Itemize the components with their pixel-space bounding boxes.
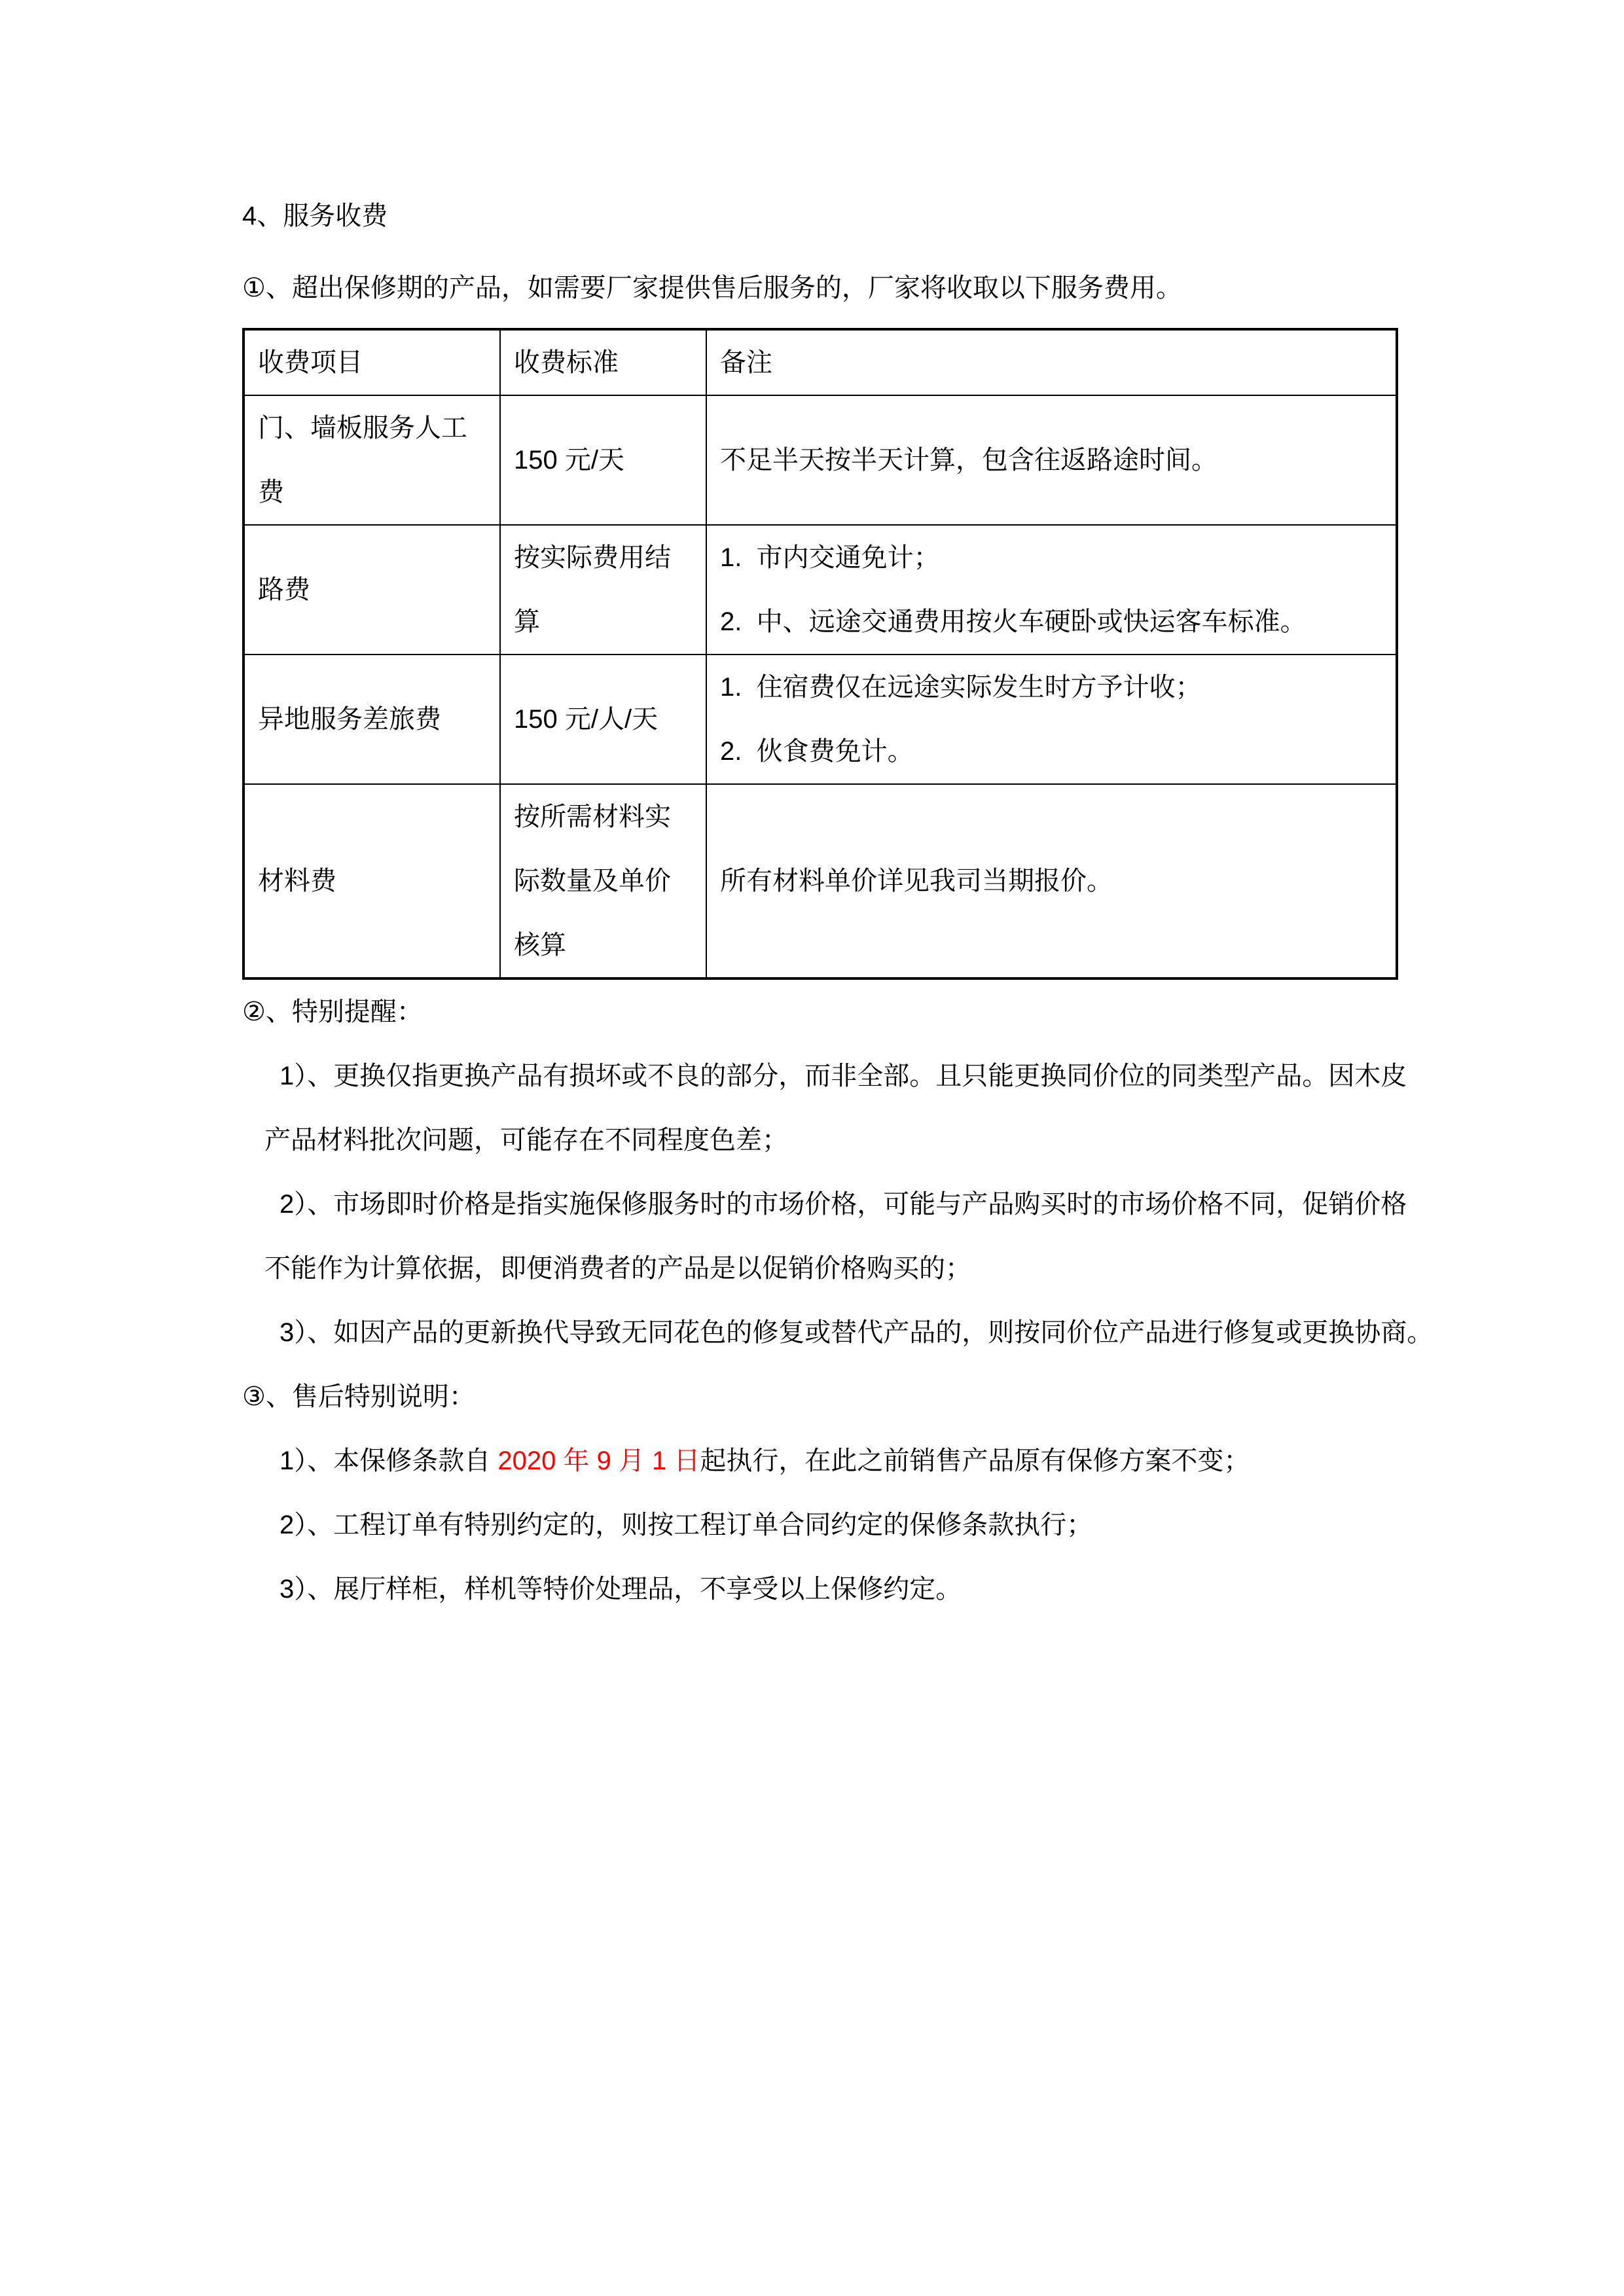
cell-remark [706,395,1397,525]
remark-line: 1. 住宿费仅在远途实际发生时方予计收； [720,673,1202,702]
service-fee-table [242,328,1398,980]
cell-fee-item: 路费 [244,525,500,655]
section2-item2-line1: 2）、市场即时价格是指实施保修服务时的市场价格，可能与产品购买时的市场价格不同，促销价格 [280,1190,1407,1219]
section3-item3: 3）、展厅样柜，样机等特价处理品，不享受以上保修约定。 [280,1575,962,1604]
cell-remark [706,525,1397,655]
cell-fee-standard: 150 元/天 [500,395,706,525]
remark-line: 2. 伙食费免计。 [720,737,914,766]
cell-fee-item: 门、墙板服务人工费 [244,395,500,525]
header-fee-item: 收费项目 [244,329,500,395]
section2-item2-line2: 不能作为计算依据，即便消费者的产品是以促销价格购买的； [264,1254,971,1283]
remark-line: 所有材料单价详见我司当期报价。 [720,867,1113,895]
remark-line: 不足半天按半天计算，包含往返路途时间。 [720,446,1218,475]
header-fee-standard: 收费标准 [500,329,706,395]
table-header-row [244,329,1397,395]
remark-line: 2. 中、远途交通费用按火车硬卧或快运客车标准。 [720,607,1307,636]
section3-item1-effective-date: 2020 年 9 月 1 日 [497,1446,700,1475]
cell-fee-item: 异地服务差旅费 [244,655,500,784]
section2-item3: 3）、如因产品的更新换代导致无同花色的修复或替代产品的，则按同价位产品进行修复或更换协商。 [280,1318,1434,1347]
section3-item2: 2）、工程订单有特别约定的，则按工程订单合同约定的保修条款执行； [280,1511,1093,1539]
document-content [242,184,1434,1621]
section3-title: ③、售后特别说明： [242,1382,475,1411]
table-row [244,525,1397,655]
cell-fee-standard: 按实际费用结算 [500,525,706,655]
intro-paragraph: ①、超出保修期的产品，如需要厂家提供售后服务的，厂家将收取以下服务费用。 [242,274,1182,302]
cell-fee-standard: 150 元/人/天 [500,655,706,784]
section3-item1-prefix: 1）、本保修条款自 [280,1446,498,1475]
cell-remark [706,655,1397,784]
section3-item1-suffix: 起执行，在此之前销售产品原有保修方案不变； [700,1446,1250,1475]
section3-item1 [242,1429,1396,1493]
section2-item1-line2: 产品材料批次问题，可能存在不同程度色差； [264,1126,788,1155]
remark-line: 1. 市内交通免计； [720,543,940,572]
table-row [244,655,1397,784]
cell-fee-standard: 按所需材料实际数量及单价核算 [500,784,706,978]
section2-title: ②、特别提醒： [242,997,423,1026]
header-remark: 备注 [706,329,1397,395]
section2-item1-line1: 1）、更换仅指更换产品有损坏或不良的部分，而非全部。且只能更换同价位的同类型产品。因木皮 [280,1062,1407,1090]
cell-fee-item: 材料费 [244,784,500,978]
cell-remark [706,784,1397,978]
section-heading: 4、服务收费 [242,202,388,230]
table-row [244,784,1397,978]
table-row [244,395,1397,525]
